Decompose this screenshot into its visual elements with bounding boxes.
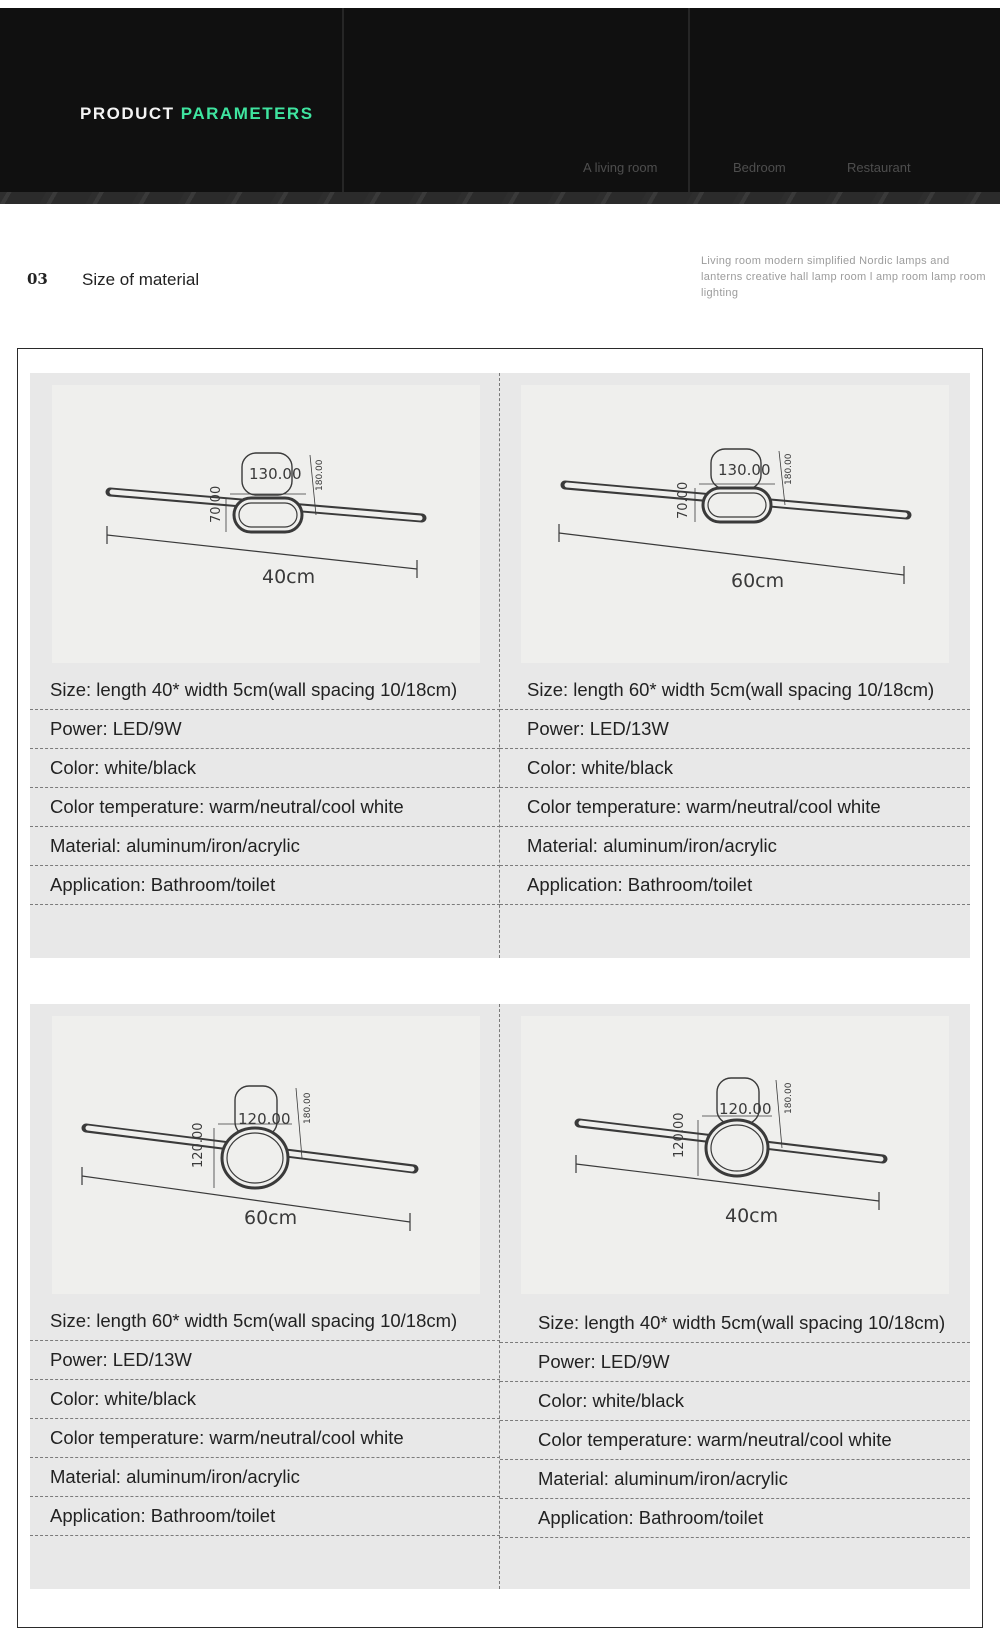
section-number: 03	[27, 270, 48, 288]
spec-power: Power: LED/13W	[30, 1341, 500, 1380]
product-card-1	[30, 373, 500, 958]
spec-color: Color: white/black	[30, 1380, 500, 1419]
dimension-drawing-4	[521, 1016, 949, 1294]
spec-list-3	[30, 1302, 500, 1536]
width-dimension-label: 120.00	[719, 1100, 772, 1118]
title-part-1: PRODUCT	[80, 104, 175, 123]
product-card-2	[500, 373, 970, 958]
product-block-top	[30, 373, 970, 958]
spec-power: Power: LED/9W	[500, 1343, 970, 1382]
spec-size: Size: length 60* width 5cm(wall spacing 10/18cm)	[500, 671, 970, 710]
spec-application: Application: Bathroom/toilet	[30, 1497, 500, 1536]
banner-pattern-strip	[0, 192, 1000, 204]
spec-power: Power: LED/13W	[500, 710, 970, 749]
page-title	[80, 104, 314, 124]
spec-color-temperature: Color temperature: warm/neutral/cool white	[30, 1419, 500, 1458]
banner-divider	[688, 8, 690, 204]
spec-color-temperature: Color temperature: warm/neutral/cool white	[500, 1421, 970, 1460]
spec-application: Application: Bathroom/toilet	[30, 866, 500, 905]
spec-color: Color: white/black	[30, 749, 500, 788]
lamp-sketch-svg	[52, 385, 480, 663]
width-dimension-label: 120.00	[238, 1110, 291, 1128]
spec-list-2	[500, 671, 970, 905]
spec-list-4	[500, 1304, 970, 1538]
room-label-restaurant: Restaurant	[847, 160, 911, 175]
depth-dimension-label: 180.00	[784, 1082, 794, 1114]
height-dimension-label: 70.00	[209, 485, 224, 523]
height-dimension-label: 120.00	[672, 1112, 687, 1158]
spec-color: Color: white/black	[500, 749, 970, 788]
length-dimension-line	[559, 533, 904, 575]
title-part-2: PARAMETERS	[180, 104, 314, 123]
depth-guide	[296, 1088, 302, 1158]
spec-size: Size: length 40* width 5cm(wall spacing 10/18cm)	[30, 671, 500, 710]
room-label-living: A living room	[583, 160, 658, 175]
spec-size: Size: length 60* width 5cm(wall spacing 10/18cm)	[30, 1302, 500, 1341]
spec-material: Material: aluminum/iron/acrylic	[30, 1458, 500, 1497]
lamp-sketch-svg	[52, 1016, 480, 1294]
length-label: 60cm	[244, 1207, 298, 1229]
spec-material: Material: aluminum/iron/acrylic	[500, 827, 970, 866]
length-label: 40cm	[262, 566, 316, 588]
length-label: 60cm	[731, 570, 785, 592]
lamp-head	[706, 1120, 768, 1176]
spec-color-temperature: Color temperature: warm/neutral/cool white	[30, 788, 500, 827]
section-title: Size of material	[82, 270, 200, 289]
dimension-drawing-3	[52, 1016, 480, 1294]
spec-size: Size: length 40* width 5cm(wall spacing 10/18cm)	[500, 1304, 970, 1343]
product-card-3	[30, 1004, 500, 1589]
section-description: Living room modern simplified Nordic lamps and lanterns creative hall lamp room l amp room lamp room lighting	[701, 255, 986, 299]
spec-power: Power: LED/9W	[30, 710, 500, 749]
height-dimension-label: 70.00	[676, 481, 691, 519]
banner-divider	[342, 8, 344, 204]
depth-dimension-label: 180.00	[315, 459, 325, 491]
product-card-4	[500, 1004, 970, 1589]
width-dimension-label: 130.00	[718, 461, 771, 479]
spec-material: Material: aluminum/iron/acrylic	[30, 827, 500, 866]
lamp-sketch-svg	[521, 1016, 949, 1294]
height-dimension-label: 120.00	[191, 1122, 206, 1168]
depth-dimension-label: 180.00	[303, 1092, 313, 1124]
dimension-drawing-2	[521, 385, 949, 663]
lamp-sketch-svg	[521, 385, 949, 663]
spec-application: Application: Bathroom/toilet	[500, 1499, 970, 1538]
header-banner	[0, 8, 1000, 204]
depth-dimension-label: 180.00	[784, 453, 794, 485]
spec-color-temperature: Color temperature: warm/neutral/cool white	[500, 788, 970, 827]
spec-list-1	[30, 671, 500, 905]
spec-material: Material: aluminum/iron/acrylic	[500, 1460, 970, 1499]
lamp-head	[222, 1128, 288, 1188]
length-dimension-line	[107, 535, 417, 569]
dimension-drawing-1	[52, 385, 480, 663]
depth-guide	[776, 1080, 782, 1148]
room-label-bedroom: Bedroom	[733, 160, 786, 175]
width-dimension-label: 130.00	[249, 465, 302, 483]
spec-color: Color: white/black	[500, 1382, 970, 1421]
length-label: 40cm	[725, 1205, 779, 1227]
product-block-bottom	[30, 1004, 970, 1589]
spec-application: Application: Bathroom/toilet	[500, 866, 970, 905]
